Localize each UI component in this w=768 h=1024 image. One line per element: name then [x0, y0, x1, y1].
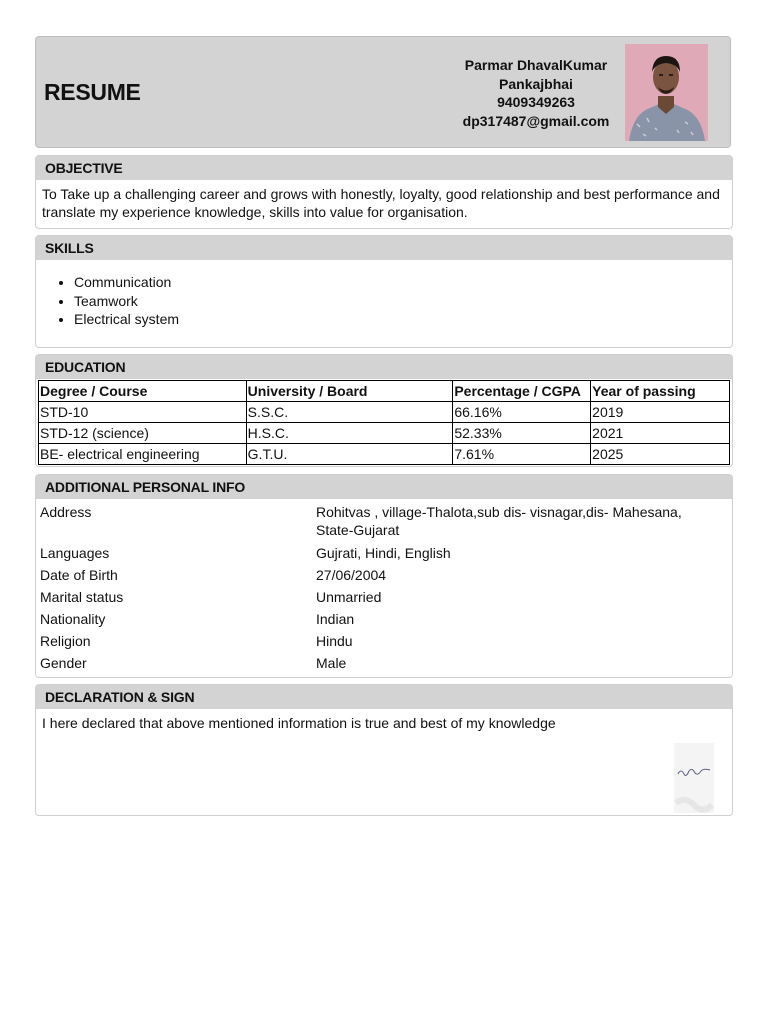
education-section	[35, 354, 733, 467]
table-cell: 66.16%	[453, 402, 591, 423]
table-header-row	[39, 381, 730, 402]
info-label: Religion	[40, 633, 91, 649]
table-cell: STD-12 (science)	[39, 423, 247, 444]
info-row-marital-status	[36, 588, 732, 610]
table-cell: 52.33%	[453, 423, 591, 444]
declaration-text: I here declared that above mentioned information is true and best of my knowledge	[42, 715, 556, 731]
info-row-languages	[36, 544, 732, 566]
skill-item: • Teamwork	[74, 292, 732, 311]
objective-section	[35, 155, 733, 229]
info-value: Hindu	[316, 633, 353, 649]
skill-item: • Communication	[74, 273, 732, 292]
info-label: Marital status	[40, 589, 124, 605]
education-heading: EDUCATION	[36, 355, 732, 379]
column-header: Percentage / CGPA	[453, 381, 591, 402]
table-cell: STD-10	[39, 402, 247, 423]
info-label: Gender	[40, 655, 87, 671]
table-cell: 7.61%	[453, 444, 591, 465]
skill-item: • Electrical system	[74, 310, 732, 329]
info-label: Nationality	[40, 611, 106, 627]
table-cell: 2019	[591, 402, 730, 423]
name-line-2: Pankajbhai	[499, 75, 573, 92]
table-cell: H.S.C.	[246, 423, 453, 444]
table-cell: BE- electrical engineering	[39, 444, 247, 465]
education-table	[38, 380, 730, 465]
profile-photo-image	[625, 44, 708, 141]
phone-number: 9409349263	[497, 94, 575, 110]
profile-photo	[625, 44, 708, 141]
table-row	[39, 444, 730, 465]
column-header: University / Board	[246, 381, 453, 402]
email-address: dp317487@gmail.com	[462, 112, 610, 129]
table-cell: S.S.C.	[246, 402, 453, 423]
declaration-heading: DECLARATION & SIGN	[36, 685, 732, 709]
skills-list	[36, 273, 732, 329]
declaration-section	[35, 684, 733, 816]
signature-icon	[674, 743, 714, 813]
info-row-nationality	[36, 610, 732, 632]
info-value: Rohitvas , village-Thalota,sub dis- visnagar,dis- Mahesana, State-Gujarat	[316, 504, 682, 538]
skills-heading: SKILLS	[36, 236, 732, 260]
skills-section	[35, 235, 733, 348]
info-label: Languages	[40, 545, 110, 561]
info-value: Indian	[316, 611, 355, 627]
table-row	[39, 402, 730, 423]
signature-image	[674, 743, 714, 813]
info-row-address	[36, 503, 732, 544]
column-header: Degree / Course	[39, 381, 247, 402]
table-cell: 2025	[591, 444, 730, 465]
resume-header	[35, 36, 731, 148]
info-row-gender	[36, 654, 732, 676]
info-row-religion	[36, 632, 732, 654]
personal-info-section	[35, 474, 733, 678]
info-label: Address	[40, 504, 92, 520]
personal-info-list	[36, 499, 732, 676]
table-cell: G.T.U.	[246, 444, 453, 465]
objective-text: To Take up a challenging career and grows with honestly, loyalty, good relationship and best performance and translate my experience knowledge, skills into value for organisation.	[42, 186, 720, 220]
column-header: Year of passing	[591, 381, 730, 402]
table-row	[39, 423, 730, 444]
info-value: Male	[316, 655, 347, 671]
info-value: 27/06/2004	[316, 567, 387, 583]
personal-info-heading: ADDITIONAL PERSONAL INFO	[36, 475, 732, 499]
info-value: Gujrati, Hindi, English	[316, 545, 451, 561]
table-cell: 2021	[591, 423, 730, 444]
info-row-date-of-birth	[36, 566, 732, 588]
contact-block	[436, 56, 636, 130]
name-line-1: Parmar DhavalKumar	[464, 57, 608, 73]
resume-title: RESUME	[44, 79, 141, 105]
info-value: Unmarried	[316, 589, 382, 605]
objective-heading: OBJECTIVE	[36, 156, 732, 180]
info-label: Date of Birth	[40, 567, 118, 583]
